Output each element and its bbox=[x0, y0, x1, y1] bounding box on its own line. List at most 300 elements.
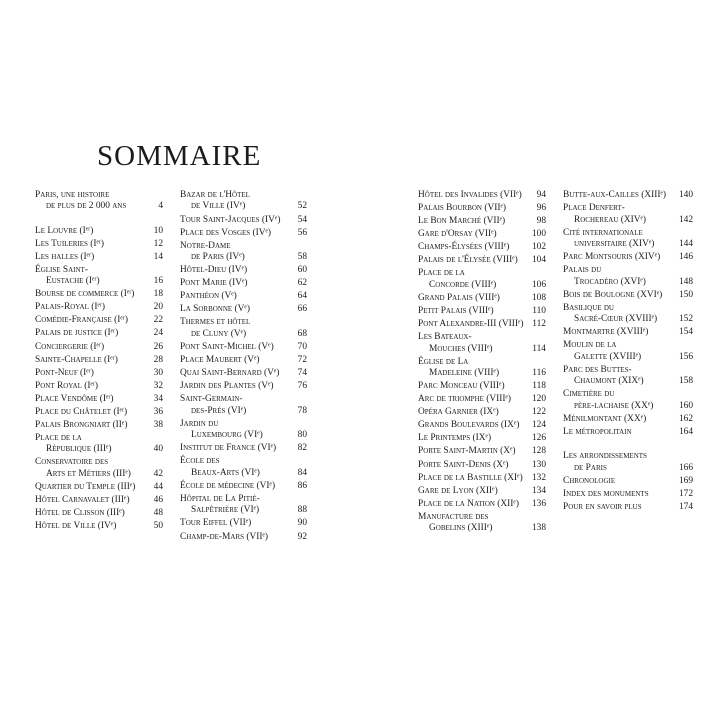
toc-entry[interactable] bbox=[418, 190, 546, 201]
toc-entry-title bbox=[35, 521, 146, 532]
toc-page-number: 132 bbox=[531, 472, 546, 483]
toc-entry-line: Parc Monceau (VIIIᵉ) bbox=[418, 381, 505, 392]
toc-entry-title bbox=[35, 381, 146, 392]
toc-entry[interactable] bbox=[35, 239, 163, 250]
toc-entry[interactable] bbox=[563, 389, 693, 412]
toc-page-number: 28 bbox=[153, 354, 163, 365]
toc-entry-line: Place Vendôme (Iᵉʳ) bbox=[35, 393, 114, 404]
toc-page-number: 52 bbox=[297, 201, 307, 212]
toc-entry-title bbox=[563, 203, 676, 226]
toc-entry-line: Petit Palais (VIIIᵉ) bbox=[418, 305, 494, 316]
toc-entry[interactable] bbox=[35, 289, 163, 300]
toc-entry-line: Parc des Buttes- bbox=[563, 364, 632, 375]
toc-entry[interactable] bbox=[563, 290, 693, 301]
toc-entry-line: Index des monuments bbox=[563, 488, 649, 499]
toc-entry-title bbox=[418, 268, 529, 291]
toc-entry[interactable] bbox=[563, 252, 693, 263]
toc-entry[interactable] bbox=[180, 190, 307, 213]
toc-entry-line: Quartier du Temple (IIIᵉ) bbox=[35, 482, 136, 492]
toc-entry-line: Butte-aux-Cailles (XIIIᵉ) bbox=[563, 190, 667, 200]
toc-entry[interactable] bbox=[180, 394, 307, 417]
toc-entry-line: Comédie-Française (Iᵉʳ) bbox=[35, 315, 128, 326]
toc-entry-title bbox=[418, 394, 529, 405]
toc-entry-line: Église Saint- bbox=[35, 264, 88, 275]
toc-entry[interactable] bbox=[418, 332, 546, 355]
toc-page-number: 18 bbox=[153, 289, 163, 300]
toc-entry[interactable] bbox=[418, 216, 546, 227]
toc-entry-title bbox=[180, 291, 290, 302]
toc-column-2 bbox=[180, 190, 307, 545]
toc-page-number: 14 bbox=[153, 251, 163, 262]
toc-entry-line: Eustache (Iᵉʳ) bbox=[46, 276, 100, 287]
toc-entry-title bbox=[180, 304, 290, 315]
toc-page-number: 146 bbox=[678, 252, 693, 263]
toc-entry-line: Place du Châtelet (Iᵉʳ) bbox=[35, 406, 128, 417]
toc-entry[interactable] bbox=[418, 473, 546, 484]
toc-entry-line: Les Bateaux- bbox=[418, 332, 472, 343]
toc-page-number: 16 bbox=[153, 276, 163, 287]
toc-page-number: 142 bbox=[678, 214, 693, 225]
toc-entry[interactable] bbox=[180, 518, 307, 529]
toc-entry-title bbox=[35, 315, 146, 326]
toc-entry-line: père-lachaise (XXᵉ) bbox=[574, 400, 654, 411]
toc-entry[interactable] bbox=[563, 190, 693, 201]
toc-page-number: 22 bbox=[153, 315, 163, 326]
toc-entry-line: Saint-Germain- bbox=[180, 394, 243, 405]
toc-entry-line: Cimetière du bbox=[563, 389, 615, 400]
toc-page-number: 58 bbox=[297, 252, 307, 263]
toc-entry-line: Palais de justice (Iᵉʳ) bbox=[35, 328, 119, 339]
toc-page-number: 104 bbox=[531, 255, 546, 266]
toc-entry-line: Sainte-Chapelle (Iᵉʳ) bbox=[35, 354, 118, 365]
toc-entry-line: de Ville (IVᵉ) bbox=[191, 201, 246, 212]
toc-entry-line: Palais du bbox=[563, 265, 602, 276]
toc-entry-title bbox=[418, 499, 529, 510]
toc-entry[interactable] bbox=[35, 407, 163, 418]
toc-page-number: 100 bbox=[531, 229, 546, 240]
toc-entry-line: Panthéon (Vᵉ) bbox=[180, 291, 237, 302]
toc-entry[interactable] bbox=[563, 427, 693, 438]
toc-entry-title bbox=[563, 252, 676, 263]
toc-entry-line: de Cluny (Vᵉ) bbox=[191, 328, 247, 339]
toc-entry-title bbox=[180, 532, 290, 543]
toc-entry-title bbox=[418, 357, 529, 380]
toc-page-number: 96 bbox=[536, 203, 546, 214]
toc-entry[interactable] bbox=[35, 190, 163, 213]
toc-entry[interactable] bbox=[418, 512, 546, 535]
toc-entry-line: Hôtel de Clisson (IIIᵉ) bbox=[35, 508, 125, 519]
toc-entry-line: Place de la bbox=[418, 268, 465, 279]
toc-entry-line: Place des Vosges (IVᵉ) bbox=[180, 227, 272, 238]
toc-page-number: 86 bbox=[297, 480, 307, 491]
toc-page-number: 148 bbox=[678, 276, 693, 287]
toc-entry-line: Madeleine (VIIIᵉ) bbox=[429, 368, 500, 379]
toc-page-number: 56 bbox=[297, 227, 307, 238]
toc-entry[interactable] bbox=[418, 433, 546, 444]
toc-page-number: 78 bbox=[297, 405, 307, 416]
toc-entry[interactable] bbox=[563, 414, 693, 425]
toc-entry-title bbox=[35, 289, 146, 300]
toc-entry-title bbox=[563, 389, 676, 412]
toc-page-number: 12 bbox=[153, 238, 163, 249]
toc-entry-title bbox=[180, 368, 290, 379]
toc-page-number: 122 bbox=[531, 407, 546, 418]
toc-entry-line: Conciergerie (Iᵉʳ) bbox=[35, 341, 105, 352]
toc-page-number: 46 bbox=[153, 495, 163, 506]
toc-entry[interactable] bbox=[180, 494, 307, 517]
toc-entry[interactable] bbox=[35, 315, 163, 326]
toc-entry-title bbox=[418, 293, 529, 304]
toc-page-number: 64 bbox=[297, 291, 307, 302]
toc-entry-title bbox=[563, 414, 676, 425]
toc-entry[interactable] bbox=[418, 394, 546, 405]
toc-entry[interactable] bbox=[180, 456, 307, 479]
toc-page-number: 150 bbox=[678, 289, 693, 300]
toc-entry[interactable] bbox=[35, 433, 163, 456]
toc-entry-title bbox=[180, 419, 290, 442]
toc-entry[interactable] bbox=[180, 304, 307, 315]
toc-entry-line: Bois de Boulogne (XVIᵉ) bbox=[563, 289, 663, 300]
toc-entry-title bbox=[563, 327, 676, 338]
toc-entry-line: Les arrondissements bbox=[563, 451, 647, 462]
toc-page-number: 140 bbox=[678, 190, 693, 200]
toc-entry-title bbox=[35, 495, 146, 506]
toc-entry[interactable] bbox=[35, 381, 163, 392]
toc-entry[interactable] bbox=[563, 303, 693, 326]
toc-entry-line: de Paris (IVᵉ) bbox=[191, 252, 245, 263]
toc-entry[interactable] bbox=[180, 265, 307, 276]
toc-page-number: 152 bbox=[678, 314, 693, 325]
toc-entry-line: Grands Boulevards (IXᵉ) bbox=[418, 420, 520, 431]
toc-entry-line: Le métropolitain bbox=[563, 427, 632, 438]
toc-entry-title bbox=[563, 451, 676, 474]
toc-entry-line: Bazar de l'Hôtel bbox=[180, 190, 250, 200]
toc-entry[interactable] bbox=[563, 489, 693, 500]
toc-entry-title bbox=[418, 229, 529, 240]
toc-entry-title bbox=[418, 460, 529, 471]
toc-entry-title bbox=[180, 317, 290, 340]
toc-entry-line: Place de la Bastille (XIᵉ) bbox=[418, 472, 523, 483]
toc-entry-line: Galette (XVIIIᵉ) bbox=[574, 351, 642, 362]
toc-entry[interactable] bbox=[35, 482, 163, 493]
toc-entry-line: Pont Alexandre-III (VIIIᵉ) bbox=[418, 319, 524, 330]
toc-entry-title bbox=[35, 265, 146, 288]
toc-entry-line: Palais de l'Élysée (VIIIᵉ) bbox=[418, 255, 518, 266]
toc-page-number: 162 bbox=[678, 413, 693, 424]
toc-entry[interactable] bbox=[563, 203, 693, 226]
toc-entry-line: Gare d'Orsay (VIIᵉ) bbox=[418, 229, 497, 240]
toc-entry-title bbox=[180, 518, 290, 529]
toc-entry[interactable] bbox=[180, 355, 307, 366]
toc-entry[interactable] bbox=[35, 342, 163, 353]
toc-entry[interactable] bbox=[563, 228, 693, 251]
toc-entry-title bbox=[180, 265, 290, 276]
toc-page-number: 124 bbox=[531, 420, 546, 431]
toc-entry-line: Tour Eiffel (VIIᵉ) bbox=[180, 518, 252, 529]
toc-entry-line: Arts et Métiers (IIIᵉ) bbox=[46, 468, 131, 479]
toc-entry[interactable] bbox=[418, 306, 546, 317]
toc-page-number: 174 bbox=[678, 501, 693, 512]
toc-entry-line: Moulin de la bbox=[563, 340, 617, 351]
toc-page-number: 10 bbox=[153, 225, 163, 236]
toc-entry[interactable] bbox=[180, 368, 307, 379]
toc-entry[interactable] bbox=[35, 226, 163, 237]
toc-entry[interactable] bbox=[418, 499, 546, 510]
toc-page-number: 114 bbox=[532, 343, 546, 354]
toc-page-number: 38 bbox=[153, 419, 163, 430]
toc-entry-line: Manufacture des bbox=[418, 511, 489, 522]
toc-entry[interactable] bbox=[418, 229, 546, 240]
toc-entry-line: Porte Saint-Martin (Xᵉ) bbox=[418, 446, 516, 457]
toc-entry-title bbox=[35, 482, 146, 493]
toc-entry-line: La Sorbonne (Vᵉ) bbox=[180, 304, 250, 315]
toc-entry[interactable] bbox=[35, 495, 163, 506]
toc-entry-title bbox=[180, 278, 290, 289]
toc-page-number: 24 bbox=[153, 328, 163, 339]
toc-entry-title bbox=[563, 265, 676, 288]
toc-entry[interactable] bbox=[35, 252, 163, 263]
toc-page-number: 94 bbox=[536, 190, 546, 200]
toc-entry-title bbox=[418, 332, 529, 355]
toc-entry[interactable] bbox=[418, 460, 546, 471]
toc-entry[interactable] bbox=[180, 443, 307, 454]
toc-entry-line: Les halles (Iᵉʳ) bbox=[35, 251, 95, 262]
toc-entry-title bbox=[418, 407, 529, 418]
toc-entry-line: Le Printemps (IXᵉ) bbox=[418, 433, 492, 444]
toc-page-number: 126 bbox=[531, 433, 546, 444]
toc-entry-line: Pont Saint-Michel (Vᵉ) bbox=[180, 341, 274, 352]
toc-page-number: 32 bbox=[153, 380, 163, 391]
toc-entry[interactable] bbox=[418, 293, 546, 304]
toc-entry[interactable] bbox=[35, 265, 163, 288]
toc-page-number: 40 bbox=[153, 444, 163, 455]
toc-page-number: 88 bbox=[297, 505, 307, 516]
toc-entry-title bbox=[563, 489, 676, 500]
toc-entry-line: Hôtel-Dieu (IVᵉ) bbox=[180, 265, 248, 276]
toc-entry[interactable] bbox=[35, 368, 163, 379]
toc-entry-title bbox=[35, 433, 146, 456]
toc-entry[interactable] bbox=[180, 481, 307, 492]
toc-entry-line: Pont Royal (Iᵉʳ) bbox=[35, 380, 99, 391]
toc-entry[interactable] bbox=[418, 407, 546, 418]
toc-page-number: 30 bbox=[153, 367, 163, 378]
toc-page-number: 166 bbox=[678, 462, 693, 473]
toc-entry-line: Champ-de-Mars (VIIᵉ) bbox=[180, 531, 269, 542]
toc-entry[interactable] bbox=[180, 228, 307, 239]
toc-entry[interactable] bbox=[180, 317, 307, 340]
toc-entry-line: République (IIIᵉ) bbox=[46, 444, 112, 455]
toc-entry[interactable] bbox=[180, 342, 307, 353]
toc-page-number: 68 bbox=[297, 328, 307, 339]
toc-page-number: 128 bbox=[531, 446, 546, 457]
toc-entry[interactable] bbox=[418, 242, 546, 253]
toc-entry-line: Les Tuileries (Iᵉʳ) bbox=[35, 238, 105, 249]
toc-entry[interactable] bbox=[563, 327, 693, 338]
toc-entry[interactable] bbox=[180, 241, 307, 264]
toc-entry[interactable] bbox=[563, 365, 693, 388]
toc-entry[interactable] bbox=[563, 340, 693, 363]
toc-entry-line: Salpêtrière (VIᵉ) bbox=[191, 505, 260, 516]
toc-entry[interactable] bbox=[180, 381, 307, 392]
toc-page-number: 98 bbox=[536, 216, 546, 227]
toc-entry-title bbox=[35, 328, 146, 339]
toc-page-number: 48 bbox=[153, 508, 163, 519]
toc-entry-title bbox=[418, 242, 529, 253]
toc-entry[interactable] bbox=[35, 328, 163, 339]
toc-entry[interactable] bbox=[180, 532, 307, 543]
toc-entry-line: Place Maubert (Vᵉ) bbox=[180, 355, 260, 366]
toc-entry-title bbox=[180, 394, 290, 417]
toc-entry-line: Pont Marie (IVᵉ) bbox=[180, 278, 248, 289]
toc-entry-title bbox=[418, 381, 529, 392]
toc-entry-title bbox=[418, 420, 529, 431]
toc-entry-title bbox=[563, 228, 676, 251]
toc-column-4 bbox=[563, 190, 693, 515]
toc-entry-title bbox=[180, 241, 290, 264]
toc-entry-title bbox=[35, 342, 146, 353]
toc-entry-title bbox=[35, 190, 146, 213]
toc-entry[interactable] bbox=[418, 268, 546, 291]
toc-entry-title bbox=[35, 252, 146, 263]
toc-entry-line: Ménilmontant (XXᵉ) bbox=[563, 413, 647, 424]
section-gap bbox=[35, 215, 163, 226]
toc-entry-line: Palais-Royal (Iᵉʳ) bbox=[35, 302, 106, 313]
toc-entry-line: de plus de 2 000 ans bbox=[46, 201, 127, 212]
toc-entry[interactable] bbox=[35, 521, 163, 532]
toc-entry[interactable] bbox=[180, 419, 307, 442]
toc-entry[interactable] bbox=[418, 319, 546, 330]
toc-entry-line: Jardin des Plantes (Vᵉ) bbox=[180, 381, 274, 392]
toc-entry[interactable] bbox=[35, 302, 163, 313]
toc-entry[interactable] bbox=[418, 486, 546, 497]
toc-entry-title bbox=[418, 306, 529, 317]
toc-entry-line: Palais Bourbon (VIIᵉ) bbox=[418, 203, 506, 214]
toc-entry-line: Montmartre (XVIIIᵉ) bbox=[563, 327, 649, 338]
toc-entry[interactable] bbox=[563, 265, 693, 288]
toc-entry[interactable] bbox=[180, 291, 307, 302]
section-gap bbox=[563, 440, 693, 451]
toc-page-number: 169 bbox=[678, 475, 693, 486]
toc-entry-title bbox=[180, 342, 290, 353]
toc-entry-title bbox=[563, 502, 676, 513]
toc-entry-line: Place de la bbox=[35, 432, 82, 443]
toc-entry-title bbox=[35, 368, 146, 379]
toc-entry[interactable] bbox=[35, 457, 163, 480]
toc-entry[interactable] bbox=[418, 357, 546, 380]
toc-entry-title bbox=[418, 446, 529, 457]
toc-page-number: 34 bbox=[153, 393, 163, 404]
toc-entry[interactable] bbox=[563, 476, 693, 487]
toc-entry-line: Paris, une histoire bbox=[35, 190, 110, 200]
toc-entry[interactable] bbox=[35, 394, 163, 405]
toc-page-number: 112 bbox=[532, 319, 546, 330]
toc-entry[interactable] bbox=[418, 446, 546, 457]
toc-page-number: 44 bbox=[153, 482, 163, 492]
toc-entry-line: des-Prés (VIᵉ) bbox=[191, 405, 247, 416]
toc-entry-title bbox=[35, 457, 146, 480]
toc-entry[interactable] bbox=[418, 381, 546, 392]
toc-entry-title bbox=[418, 255, 529, 266]
toc-page-number: 134 bbox=[531, 485, 546, 496]
toc-page-number: 82 bbox=[297, 443, 307, 454]
toc-entry-title bbox=[180, 190, 290, 213]
toc-entry-title bbox=[180, 228, 290, 239]
toc-entry-line: Gare de Lyon (XIIᵉ) bbox=[418, 485, 498, 496]
toc-entry-title bbox=[418, 433, 529, 444]
toc-entry-line: Notre-Dame bbox=[180, 240, 231, 251]
toc-page-number: 138 bbox=[531, 523, 546, 534]
toc-page-number: 74 bbox=[297, 368, 307, 379]
toc-entry-title bbox=[180, 215, 290, 226]
toc-entry-line: Champs-Élysées (VIIIᵉ) bbox=[418, 242, 510, 253]
toc-entry-line: Mouches (VIIIᵉ) bbox=[429, 343, 493, 354]
toc-entry-line: Pour en savoir plus bbox=[563, 501, 642, 512]
toc-entry-line: Arc de triomphe (VIIIᵉ) bbox=[418, 394, 512, 405]
toc-entry[interactable] bbox=[180, 278, 307, 289]
toc-entry-line: Grand Palais (VIIIᵉ) bbox=[418, 292, 500, 303]
toc-entry-line: Hôpital de La Pitié- bbox=[180, 493, 260, 504]
toc-entry-title bbox=[418, 486, 529, 497]
toc-page-number: 80 bbox=[297, 430, 307, 441]
toc-entry[interactable] bbox=[35, 420, 163, 431]
toc-entry-line: Thermes et hôtel bbox=[180, 317, 251, 328]
toc-entry[interactable] bbox=[563, 502, 693, 513]
toc-entry[interactable] bbox=[35, 355, 163, 366]
toc-entry[interactable] bbox=[418, 255, 546, 266]
toc-entry-title bbox=[180, 481, 290, 492]
toc-page-number: 84 bbox=[297, 467, 307, 478]
toc-entry-line: de Paris bbox=[574, 462, 607, 473]
toc-entry-line: Rochereau (XIVᵉ) bbox=[574, 214, 647, 225]
toc-page-number: 60 bbox=[297, 265, 307, 276]
toc-entry[interactable] bbox=[563, 451, 693, 474]
toc-page-number: 70 bbox=[297, 341, 307, 352]
toc-page-number: 110 bbox=[532, 305, 546, 316]
toc-page-number: 158 bbox=[678, 376, 693, 387]
toc-entry[interactable] bbox=[418, 203, 546, 214]
toc-entry-title bbox=[418, 190, 529, 201]
toc-entry-line: Jardin du bbox=[180, 418, 219, 429]
toc-entry-line: Gobelins (XIIIᵉ) bbox=[429, 523, 493, 534]
toc-page-number: 66 bbox=[297, 304, 307, 315]
toc-entry-line: Place de la Nation (XIIᵉ) bbox=[418, 498, 519, 509]
toc-entry-title bbox=[418, 203, 529, 214]
toc-entry-title bbox=[563, 365, 676, 388]
toc-entry-line: Église de La bbox=[418, 356, 469, 367]
toc-entry-line: Cité internationale bbox=[563, 227, 643, 238]
toc-page-number: 136 bbox=[531, 498, 546, 509]
toc-page-number: 90 bbox=[297, 518, 307, 529]
toc-entry[interactable] bbox=[418, 420, 546, 431]
toc-entry-title bbox=[35, 420, 146, 431]
toc-entry-line: Bourse de commerce (Iᵉʳ) bbox=[35, 289, 135, 300]
toc-entry-line: Basilique du bbox=[563, 302, 614, 313]
toc-page-number: 72 bbox=[297, 355, 307, 366]
toc-entry[interactable] bbox=[180, 215, 307, 226]
toc-entry-line: Le Bon Marché (VIIᵉ) bbox=[418, 216, 506, 227]
toc-entry-title bbox=[35, 239, 146, 250]
toc-entry-line: Chaumont (XIXᵉ) bbox=[574, 376, 644, 387]
toc-entry-title bbox=[563, 340, 676, 363]
toc-entry[interactable] bbox=[35, 508, 163, 519]
toc-entry-line: Quai Saint-Bernard (Vᵉ) bbox=[180, 368, 280, 379]
toc-entry-title bbox=[35, 355, 146, 366]
toc-entry-line: Hôtel Carnavalet (IIIᵉ) bbox=[35, 495, 130, 506]
toc-entry-line: Porte Saint-Denis (Xᵉ) bbox=[418, 459, 509, 470]
toc-page-number: 20 bbox=[153, 302, 163, 313]
toc-page-number: 108 bbox=[531, 292, 546, 303]
toc-entry-line: Parc Montsouris (XIVᵉ) bbox=[563, 252, 661, 263]
